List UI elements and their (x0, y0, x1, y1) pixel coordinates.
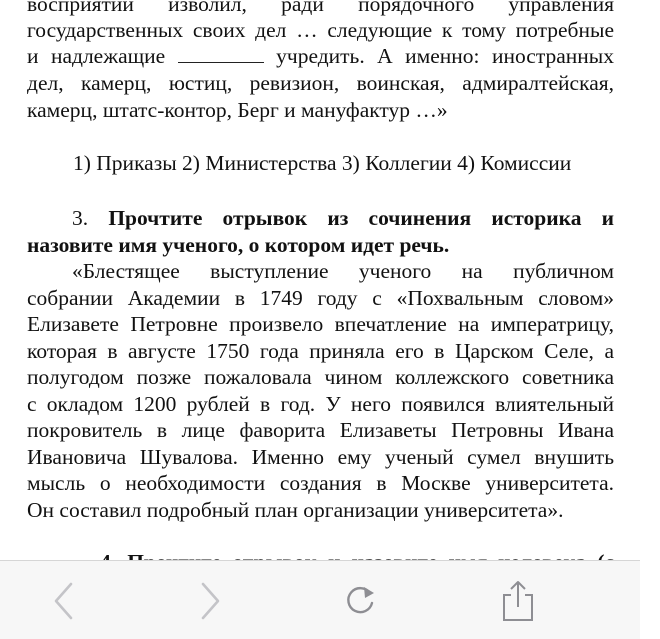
passage-line: Он составил подробный план организации университета». (27, 498, 564, 522)
question-number: 3. (72, 206, 89, 230)
share-icon (496, 579, 540, 623)
text-line: государственных своих дел … следующие к тому потребные (27, 18, 614, 42)
question-3-title (72, 205, 614, 231)
text-after-blank: учредить. А именно: иностранных (276, 44, 614, 68)
question-title-line: Прочтите отрывок из сочинения историка и (108, 206, 615, 230)
back-button[interactable] (40, 579, 88, 623)
passage-line: собрании Академии в 1749 году с «Похвальным словом» (27, 286, 614, 310)
reload-icon (340, 581, 380, 621)
forward-button[interactable] (186, 579, 234, 623)
reload-button[interactable] (336, 579, 384, 623)
passage-line: полугодом позже пожаловала чином коллежского советника (27, 365, 614, 389)
back-icon (51, 581, 77, 621)
answer-blank (178, 44, 264, 63)
text-line: камерц, штатс-контор, Берг и мануфактур …» (27, 98, 448, 122)
text-line: восприятии изволил, ради порядочного управления (27, 0, 614, 16)
forward-icon (197, 581, 223, 621)
share-button[interactable] (494, 579, 542, 623)
text-before-blank: и надлежащие (27, 44, 166, 68)
passage-line: «Блестящее выступление ученого на публичном (72, 259, 614, 283)
text-line: дел, камерц, юстиц, ревизион, воинская, адмиралтейская, (27, 71, 614, 95)
passage-line: покровитель в лице фаворита Елизаветы Петровны Ивана (27, 418, 614, 442)
passage-line: мысль о необходимости создания в Москве университета. (27, 471, 614, 495)
text-line-with-blank (27, 43, 614, 69)
answer-options: 1) Приказы 2) Министерства 3) Коллегии 4) Комиссии (73, 151, 572, 175)
browser-toolbar (0, 560, 640, 639)
passage-line: которая в августе 1750 года приняла его в Царском Селе, а (27, 339, 614, 363)
question-title-line: назовите имя ученого, о котором идет речь. (27, 233, 450, 257)
passage-line: Ивановича Шувалова. Именно ему ученый сумел внушить (27, 445, 614, 469)
passage-line: с окладом 1200 рублей в год. У него появился влиятельный (27, 392, 614, 416)
passage-line: Елизавете Петровне произвело впечатление на императрицу, (27, 312, 614, 336)
